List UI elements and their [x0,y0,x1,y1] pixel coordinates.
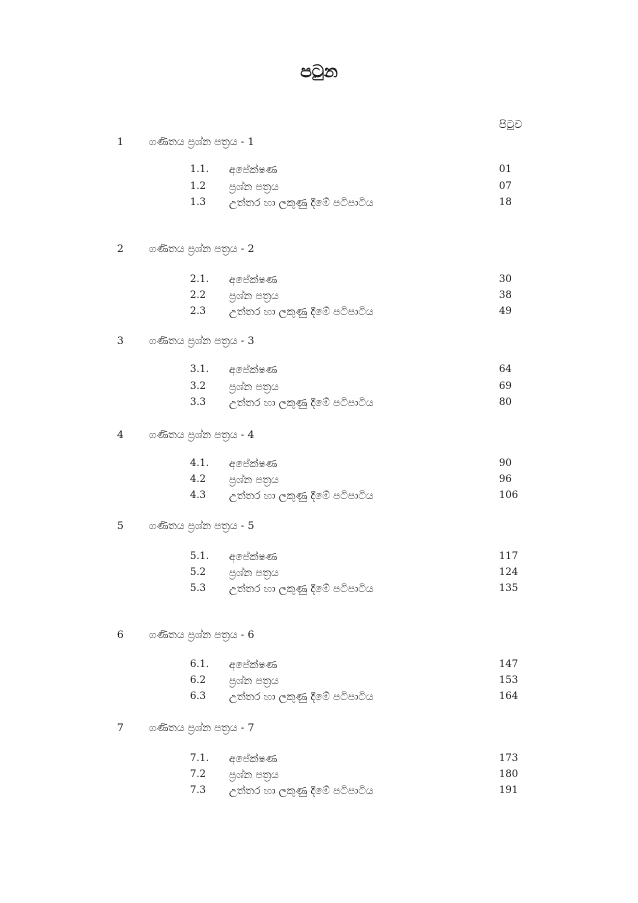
toc-entry[interactable] [0,306,638,322]
section-title[interactable]: ගණිතය ප්‍රශ්න පත්‍රය - 6 [149,629,255,641]
entry-number: 4.1. [190,458,210,469]
entry-label: ප්‍රශ්න පත්‍රය [229,769,279,781]
toc-entry[interactable] [0,197,638,213]
entry-page-number: 01 [499,164,512,175]
toc-entry[interactable] [0,583,638,599]
page-column-header: පිටුව [499,118,523,131]
section-title[interactable]: ගණිතය ප්‍රශ්න පත්‍රය - 7 [149,722,255,734]
toc-entry[interactable] [0,364,638,380]
entry-label: ප්‍රශ්න පත්‍රය [229,181,279,193]
entry-page-number: 96 [499,474,512,485]
entry-page-number: 38 [499,290,512,301]
entry-number: 3.2 [190,381,206,392]
entry-number: 5.1. [190,551,210,562]
entry-number: 6.1. [190,659,210,670]
entry-label: අපේක්ෂණ [229,458,278,470]
entry-number: 2.2 [190,290,206,301]
toc-entry[interactable] [0,474,638,490]
section-title[interactable]: ගණිතය ප්‍රශ්න පත්‍රය - 1 [149,136,255,148]
entry-label: අපේක්ෂණ [229,659,278,671]
toc-entry[interactable] [0,458,638,474]
entry-number: 1.1. [190,164,210,175]
entry-label: අපේක්ෂණ [229,364,278,376]
section-title[interactable]: ගණිතය ප්‍රශ්න පත්‍රය - 4 [149,429,255,441]
entry-label: උත්තර හා ලකුණු දීමේ පටිපාටිය [229,785,374,797]
entry-number: 3.3 [190,397,206,408]
entry-label: ප්‍රශ්න පත්‍රය [229,675,279,687]
toc-entry[interactable] [0,490,638,506]
section-number: 3 [117,335,124,347]
entry-page-number: 117 [499,551,519,562]
section-title[interactable]: ගණිතය ප්‍රශ්න පත්‍රය - 2 [149,243,255,255]
entry-label: උත්තර හා ලකුණු දීමේ පටිපාටිය [229,197,374,209]
entry-page-number: 106 [499,490,519,501]
entry-number: 2.1. [190,274,210,285]
entry-page-number: 180 [499,769,519,780]
entry-label: ප්‍රශ්න පත්‍රය [229,567,279,579]
entry-page-number: 90 [499,458,512,469]
entry-number: 6.2 [190,675,206,686]
entry-label: අපේක්ෂණ [229,551,278,563]
entry-page-number: 191 [499,785,519,796]
section-number: 6 [117,629,124,641]
toc-entry[interactable] [0,551,638,567]
entry-page-number: 80 [499,397,512,408]
entry-label: ප්‍රශ්න පත්‍රය [229,290,279,302]
section-title[interactable]: ගණිතය ප්‍රශ්න පත්‍රය - 5 [149,520,255,532]
entry-page-number: 124 [499,567,519,578]
entry-label: ප්‍රශ්න පත්‍රය [229,474,279,486]
entry-page-number: 30 [499,274,512,285]
entry-number: 1.3 [190,197,206,208]
entry-page-number: 173 [499,753,519,764]
section-number: 2 [117,243,124,255]
entry-page-number: 64 [499,364,512,375]
entry-page-number: 07 [499,181,512,192]
toc-entry[interactable] [0,567,638,583]
entry-number: 7.2 [190,769,206,780]
entry-label: අපේක්ෂණ [229,274,278,286]
entry-number: 7.1. [190,753,210,764]
toc-entry[interactable] [0,290,638,306]
entry-label: උත්තර හා ලකුණු දීමේ පටිපාටිය [229,583,374,595]
toc-entry[interactable] [0,675,638,691]
entry-label: ප්‍රශ්න පත්‍රය [229,381,279,393]
entry-number: 5.3 [190,583,206,594]
entry-page-number: 18 [499,197,512,208]
entry-page-number: 153 [499,675,519,686]
entry-number: 6.3 [190,691,206,702]
entry-label: උත්තර හා ලකුණු දීමේ පටිපාටිය [229,490,374,502]
toc-entry[interactable] [0,753,638,769]
entry-number: 7.3 [190,785,206,796]
section-number: 5 [117,520,124,532]
entry-label: අපේක්ෂණ [229,164,278,176]
toc-entry[interactable] [0,397,638,413]
toc-entry[interactable] [0,164,638,180]
section-number: 7 [117,722,124,734]
section-title[interactable]: ගණිතය ප්‍රශ්න පත්‍රය - 3 [149,335,255,347]
section-number: 1 [117,136,124,148]
entry-label: උත්තර හා ලකුණු දීමේ පටිපාටිය [229,691,374,703]
entry-number: 4.2 [190,474,206,485]
entry-label: අපේක්ෂණ [229,753,278,765]
toc-entry[interactable] [0,274,638,290]
page-title: පටුන [300,62,338,82]
toc-entry[interactable] [0,769,638,785]
entry-page-number: 164 [499,691,519,702]
toc-entry[interactable] [0,181,638,197]
entry-number: 4.3 [190,490,206,501]
section-number: 4 [117,429,124,441]
entry-label: උත්තර හා ලකුණු දීමේ පටිපාටිය [229,306,374,318]
entry-number: 2.3 [190,306,206,317]
entry-number: 1.2 [190,181,206,192]
entry-page-number: 69 [499,381,512,392]
entry-page-number: 135 [499,583,519,594]
entry-page-number: 49 [499,306,512,317]
entry-label: උත්තර හා ලකුණු දීමේ පටිපාටිය [229,397,374,409]
entry-number: 3.1. [190,364,210,375]
entry-number: 5.2 [190,567,206,578]
toc-entry[interactable] [0,785,638,801]
toc-entry[interactable] [0,691,638,707]
entry-page-number: 147 [499,659,519,670]
toc-entry[interactable] [0,659,638,675]
toc-entry[interactable] [0,381,638,397]
